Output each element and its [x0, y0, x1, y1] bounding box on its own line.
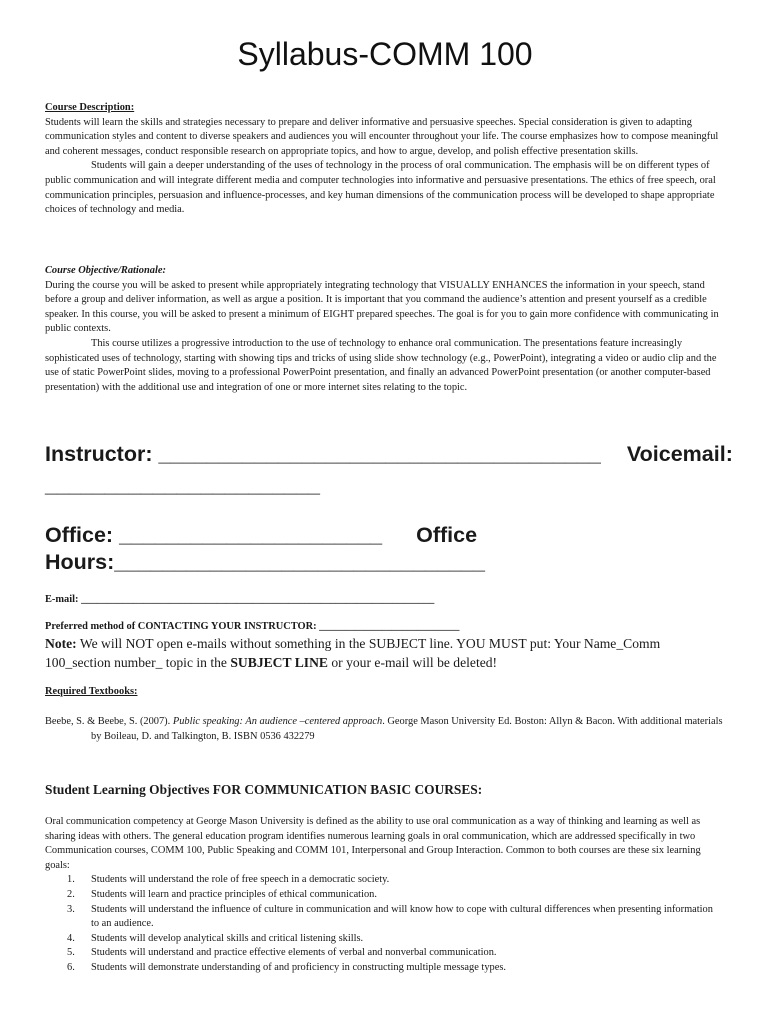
learning-objectives-intro: Oral communication competency at George Mason University is defined as the ability to use oral communication as a way of thinking and learning as well as sharing ideas with others. The general education program identifies numerous learning goals in oral communication, which are addressed specifically in two Communication courses, COMM 100, Public Speaking and COMM 101, Interpersonal and Group Interaction. Common to both courses are these six learning goals:: [45, 816, 701, 871]
list-item-text: Students will understand the influence of culture in communication and will know how to cope with cultural differences when presenting information to an audience.: [91, 903, 713, 930]
list-item-text: Students will understand and practice effective elements of verbal and nonverbal communication.: [91, 947, 497, 959]
course-objective-paragraph-1: During the course you will be asked to present while appropriately integrating technology that VISUALLY ENHANCES the information in your speech, stand before a group and deliver information, as well as argue a position. It is important that you command the audience’s attention and present yourself as a credible speaker. In this course, you will be asked to present a minimum of EIGHT prepared speeches. The goal is for you to gain more confidence with communicating in public contexts.: [45, 279, 719, 335]
email-note: [45, 635, 723, 672]
voicemail-blank: _______________________: [45, 473, 321, 497]
list-item-number: 1.: [67, 874, 75, 886]
list-item-number: 2.: [67, 888, 75, 900]
list-item: [45, 873, 723, 888]
list-item-number: 4.: [67, 932, 75, 944]
office-row: [45, 522, 723, 549]
list-item-number: 5.: [67, 947, 75, 959]
list-item-text: Students will understand the role of free speech in a democratic society.: [91, 874, 390, 886]
list-item: [45, 932, 723, 947]
course-objective-paragraph-2: This course utilizes a progressive introduction to the use of technology to enhance oral communication. The presentations feature increasingly sophisticated uses of technology, starting with showing tips and tricks of using slide show technology (e.g., PowerPoint), integrating a video or audio clip and the use of static PowerPoint slides, moving to a professional PowerPoint presentation, and finally an advanced PowerPoint presentation (or another computer-based presentation) with the additional use and integration of one or more internet sites relating to the topic.: [45, 337, 717, 393]
learning-objectives-section: [45, 815, 723, 976]
voicemail-label: Voicemail:: [626, 442, 733, 466]
citation-rest: . George Mason University Ed. Boston: Allyn & Bacon. With additional materials by Boileau, D. and Talkington, B. ISBN 0536 432279: [91, 716, 723, 742]
note-label: Note:: [45, 636, 77, 651]
page-title: Syllabus-COMM 100: [237, 36, 533, 72]
citation-authors: Beebe, S. & Beebe, S. (2007).: [45, 716, 173, 727]
course-description-heading: Course Description:: [45, 102, 135, 113]
note-text-2: or your e-mail will be deleted!: [327, 654, 498, 670]
list-item-text: Students will demonstrate understanding of and proficiency in constructing multiple message types.: [91, 961, 506, 973]
course-description-section: [45, 101, 723, 218]
course-description-paragraph-2: Students will gain a deeper understanding of the uses of technology in the process of oral communication. The emphasis will be on different types of public communication and will integrate different media and computer technologies into informative and persuasive presentations. The ethics of free speech, oral communication principles, persuasion and influence-processes, and key human dimensions of the communication process will be developed to shape appropriate choices of technology and media.: [45, 160, 716, 216]
course-objective-heading: Course Objective/Rationale:: [45, 265, 166, 276]
instructor-row: [45, 441, 733, 468]
list-item: [45, 903, 723, 932]
textbooks-heading: Required Textbooks:: [45, 686, 138, 697]
office-hours-label: Office: [416, 523, 478, 547]
hours-line: Hours:_______________________________: [45, 550, 485, 574]
textbook-citation: [45, 715, 723, 744]
list-item-text: Students will develop analytical skills and critical listening skills.: [91, 932, 364, 944]
note-subject-line: SUBJECT LINE: [230, 654, 328, 670]
note-text-1: We will NOT open e-mails without something in the SUBJECT line. YOU MUST put: Your Name_Comm 100_section number_ topic in the: [45, 636, 661, 670]
email-line: E-mail: ____________________________________________________________________: [45, 594, 435, 605]
list-item: [45, 888, 723, 903]
learning-objectives-heading: Student Learning Objectives FOR COMMUNICATION BASIC COURSES:: [45, 782, 483, 797]
preferred-contact-line: Preferred method of CONTACTING YOUR INSTRUCTOR: ___________________________: [45, 621, 460, 632]
list-item: [45, 946, 723, 961]
learning-goals-list: [45, 873, 723, 975]
list-item-text: Students will learn and practice principles of ethical communication.: [91, 888, 377, 900]
list-item: [45, 961, 723, 976]
instructor-line: Instructor: _____________________________________: [45, 442, 601, 466]
office-line: Office: ______________________: [45, 523, 383, 547]
citation-title: Public speaking: An audience –centered approach: [172, 716, 383, 727]
course-description-paragraph-1: Students will learn the skills and strategies necessary to prepare and deliver informative and persuasive speeches. Special consideration is given to adapting communication styles and content to diverse speakers and audiences you will encounter throughout your life. The course emphasizes how to compose meaningful and coherent messages, conduct responsible research on appropriate topics, and how to argue, develop, and polish effective presentation skills.: [45, 116, 719, 157]
course-objective-section: [45, 264, 723, 395]
list-item-number: 3.: [67, 903, 75, 915]
list-item-number: 6.: [67, 961, 75, 973]
